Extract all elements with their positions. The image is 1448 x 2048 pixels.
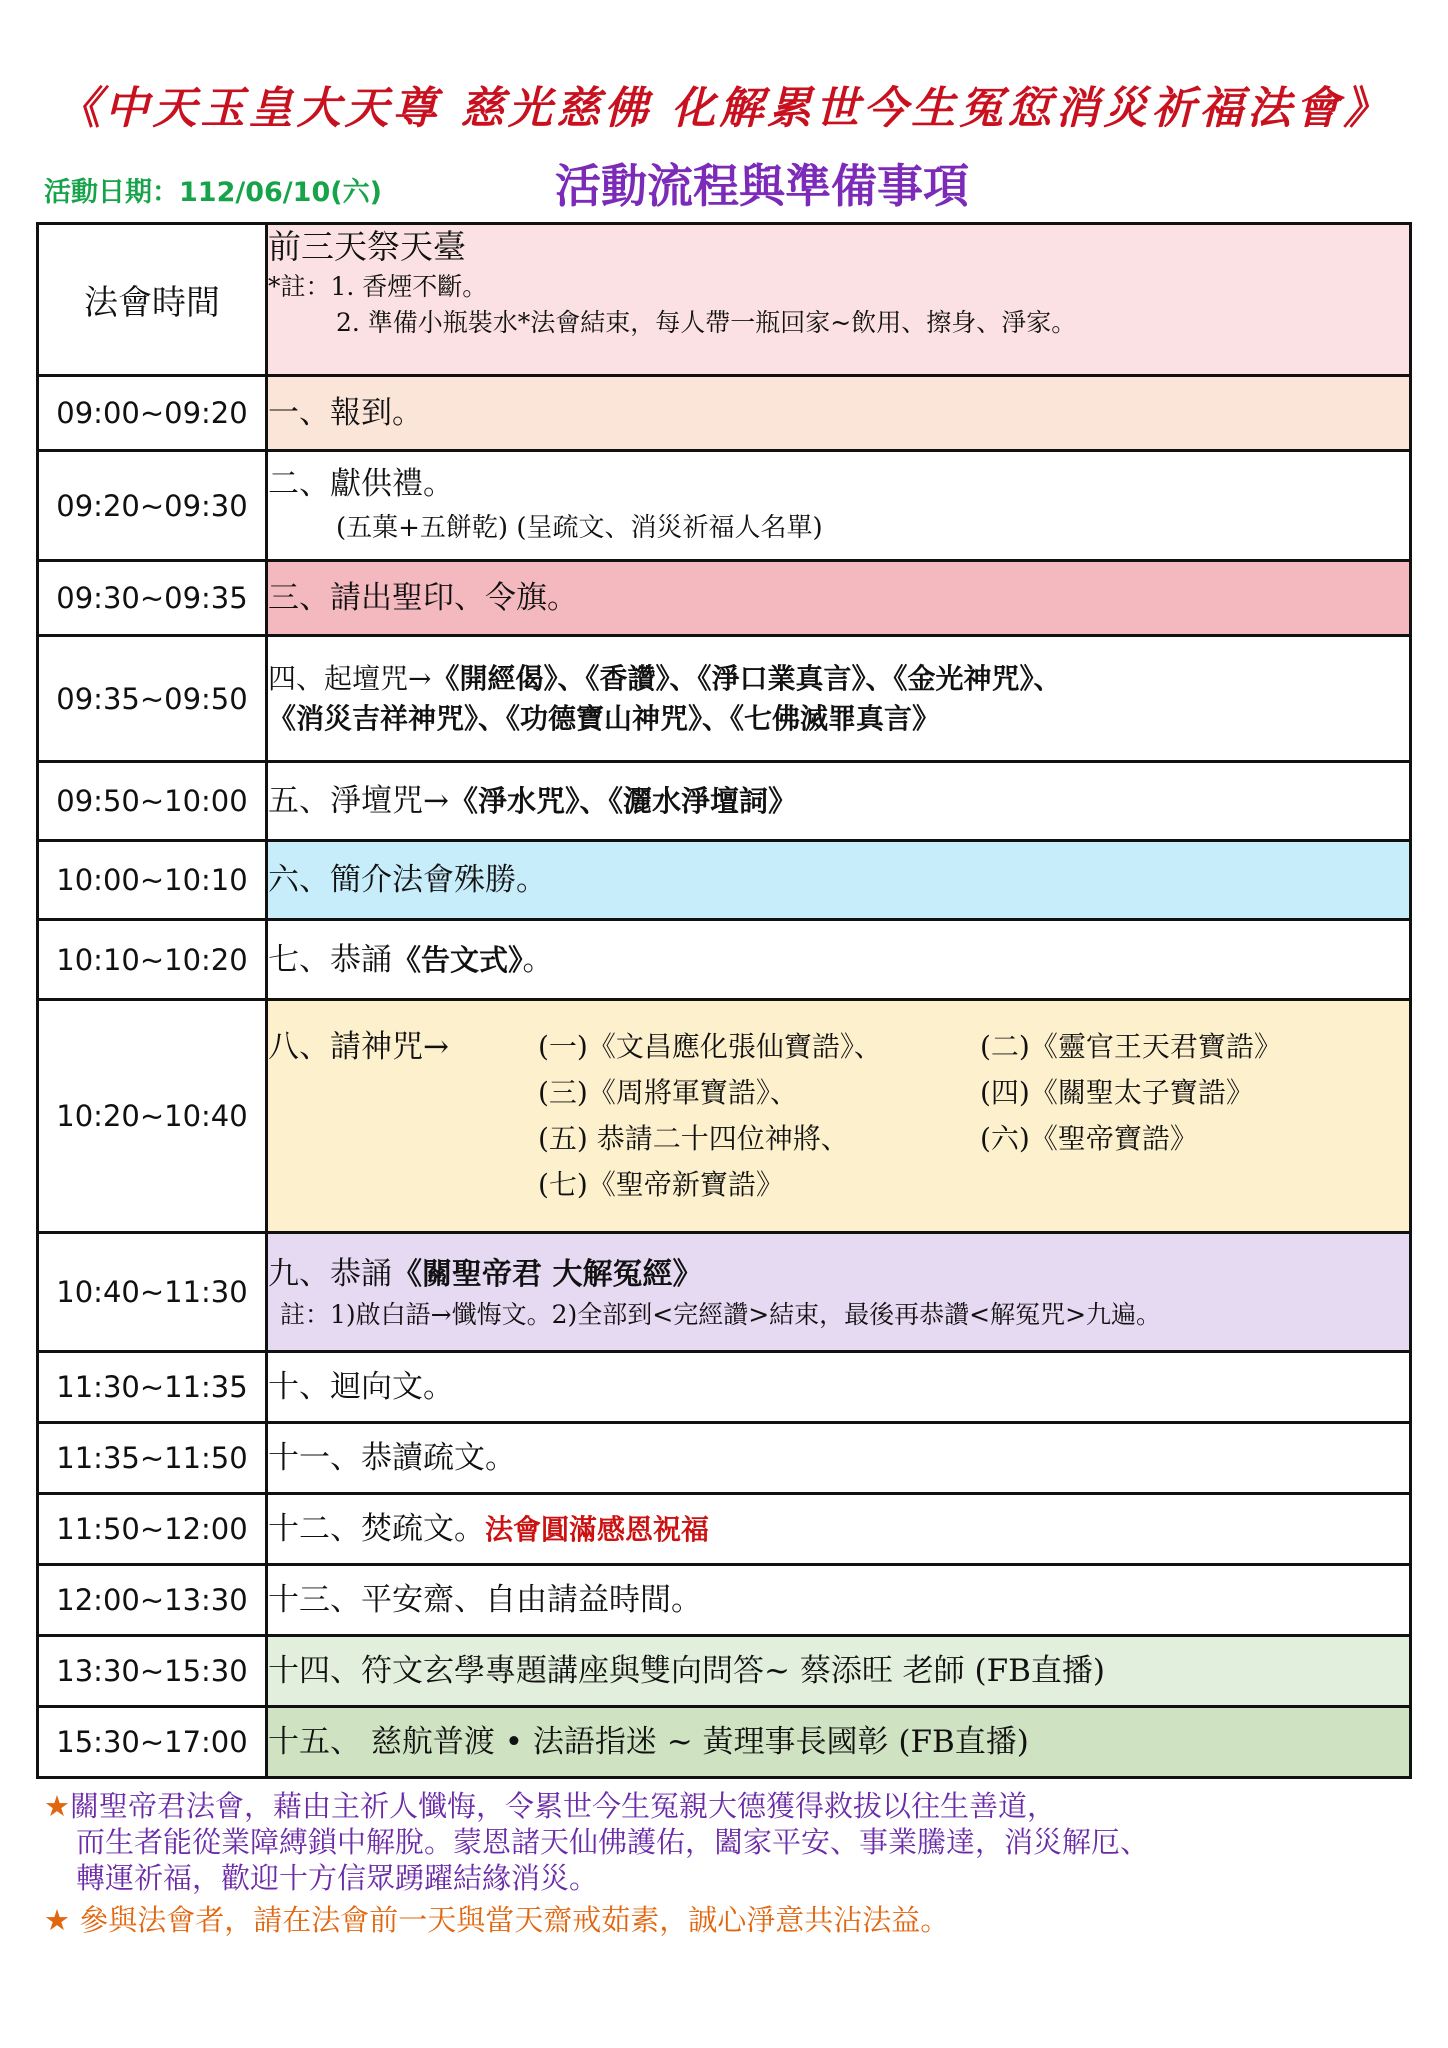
prep-note-1: *註：1. 香煙不斷。: [268, 272, 488, 301]
footer-notes: [44, 1788, 1404, 1938]
prep-title: 前三天祭天臺: [268, 227, 466, 266]
star-icon: ★: [44, 1789, 70, 1823]
activity-prefix: 五、淨壇咒→: [268, 783, 449, 819]
footer-line-2: 而生者能從業障縛鎖中解脫。蒙恩諸天仙佛護佑，闔家平安、事業騰達，消災解厄、: [76, 1825, 1150, 1859]
star-icon: ★: [44, 1903, 70, 1937]
time-cell: 09:20~09:30: [38, 451, 267, 561]
time-cell: 09:35~09:50: [38, 636, 267, 762]
list-item: (七)《聖帝新寶誥》: [538, 1168, 784, 1201]
table-row: [38, 1565, 1411, 1636]
list-item: (一)《文昌應化張仙寶誥》、: [538, 1030, 882, 1063]
activity-text: 十二、焚疏文。: [268, 1510, 485, 1547]
activity-cell: [267, 636, 1411, 762]
table-row: [38, 841, 1411, 920]
activity-bold: 《開經偈》、《香讚》、《淨口業真言》、《金光神咒》、: [431, 661, 1062, 695]
table-row: [38, 451, 1411, 561]
activity-cell: 十四、符文玄學專題講座與雙向問答~ 蔡添旺 老師 (FB直播): [267, 1636, 1411, 1707]
activity-cell: 十五、 慈航普渡 • 法語指迷 ~ 黃理事長國彰 (FB直播): [267, 1707, 1411, 1778]
table-row: [38, 1707, 1411, 1778]
footer-line-3: 轉運祈福，歡迎十方信眾踴躍結緣消災。: [76, 1861, 599, 1895]
page-title: 《中天玉皇大天尊 慈光慈佛 化解累世今生冤愆消災祈福法會》: [56, 83, 1392, 134]
activity-bold-line2: 《消災吉祥神咒》、《功德寶山神咒》、《七佛滅罪真言》: [268, 701, 941, 735]
activity-prefix: 九、恭誦: [268, 1255, 392, 1292]
activity-cell: [267, 451, 1411, 561]
activity-cell: 十、迴向文。: [267, 1352, 1411, 1423]
time-cell: 09:50~10:00: [38, 762, 267, 841]
table-row: [38, 1000, 1411, 1233]
header-time-cell: 法會時間: [38, 224, 267, 376]
table-row: [38, 1233, 1411, 1352]
time-cell: 09:00~09:20: [38, 376, 267, 451]
activity-cell: 十一、恭讀疏文。: [267, 1423, 1411, 1494]
activity-prefix: 八、請神咒→: [268, 1029, 449, 1065]
time-cell: 11:35~11:50: [38, 1423, 267, 1494]
time-cell: 09:30~09:35: [38, 561, 267, 636]
closing-blessing: 法會圓滿感恩祝福: [485, 1512, 710, 1546]
list-item: (三)《周將軍寶誥》、: [538, 1076, 798, 1109]
list-item: (四)《關聖太子寶誥》: [980, 1076, 1254, 1109]
activity-subtext: (五菓+五餅乾) (呈疏文、消災祈福人名單): [336, 512, 823, 543]
activity-cell: [267, 920, 1411, 1000]
table-row: [38, 1352, 1411, 1423]
event-date: 活動日期：112/06/10(六): [44, 177, 382, 208]
table-row: [38, 1494, 1411, 1565]
activity-cell: 一、報到。: [267, 376, 1411, 451]
time-cell: 10:00~10:10: [38, 841, 267, 920]
table-row: [38, 920, 1411, 1000]
footer-line-4: 參與法會者，請在法會前一天與當天齋戒茹素，誠心淨意共沾法益。: [79, 1903, 950, 1937]
activity-prefix: 七、恭誦: [268, 941, 392, 978]
activity-note: 註：1)啟白語→懺悔文。2)全部到<完經讚>結束，最後再恭讚<解冤咒>九遍。: [280, 1299, 1162, 1329]
time-cell: 12:00~13:30: [38, 1565, 267, 1636]
activity-cell: 十三、平安齋、自由請益時間。: [267, 1565, 1411, 1636]
time-cell: 10:20~10:40: [38, 1000, 267, 1233]
prep-cell: [267, 224, 1411, 376]
activity-bold: 《關聖帝君 大解冤經》: [392, 1256, 703, 1292]
time-cell: 11:50~12:00: [38, 1494, 267, 1565]
activity-cell: [267, 762, 1411, 841]
activity-suffix: 。: [522, 941, 554, 978]
activity-bold: 《淨水咒》、《灑水淨壇詞》: [448, 784, 797, 818]
activity-prefix: 四、起壇咒→: [268, 661, 432, 695]
table-row: [38, 636, 1411, 762]
activity-cell: 六、簡介法會殊勝。: [267, 841, 1411, 920]
time-cell: 10:10~10:20: [38, 920, 267, 1000]
time-cell: 11:30~11:35: [38, 1352, 267, 1423]
activity-cell: [267, 1233, 1411, 1352]
list-item: (二)《靈官王天君寶誥》: [980, 1030, 1282, 1063]
time-cell: 10:40~11:30: [38, 1233, 267, 1352]
table-row: [38, 762, 1411, 841]
time-cell: 15:30~17:00: [38, 1707, 267, 1778]
activity-text: 二、獻供禮。: [268, 465, 454, 502]
schedule-table: [36, 222, 1412, 1779]
list-item: (六)《聖帝寶誥》: [980, 1122, 1198, 1155]
table-row: [38, 561, 1411, 636]
table-row: [38, 1423, 1411, 1494]
table-row: [38, 1636, 1411, 1707]
list-item: (五) 恭請二十四位神將、: [538, 1122, 849, 1155]
table-row: [38, 376, 1411, 451]
activity-cell: [267, 1494, 1411, 1565]
table-row-prep: [38, 224, 1411, 376]
footer-line-1: 關聖帝君法會，藉由主祈人懺悔，令累世今生冤親大德獲得救拔以往生善道，: [70, 1789, 1057, 1823]
prep-note-2: 2. 準備小瓶裝水*法會結束，每人帶一瓶回家~飲用、擦身、淨家。: [336, 308, 1077, 337]
page-subtitle: 活動流程與準備事項: [555, 159, 969, 213]
activity-cell: 三、請出聖印、令旗。: [267, 561, 1411, 636]
invocation-list: [268, 1024, 1409, 1208]
activity-bold: 《告文式》: [392, 942, 523, 977]
activity-cell: [267, 1000, 1411, 1233]
time-cell: 13:30~15:30: [38, 1636, 267, 1707]
